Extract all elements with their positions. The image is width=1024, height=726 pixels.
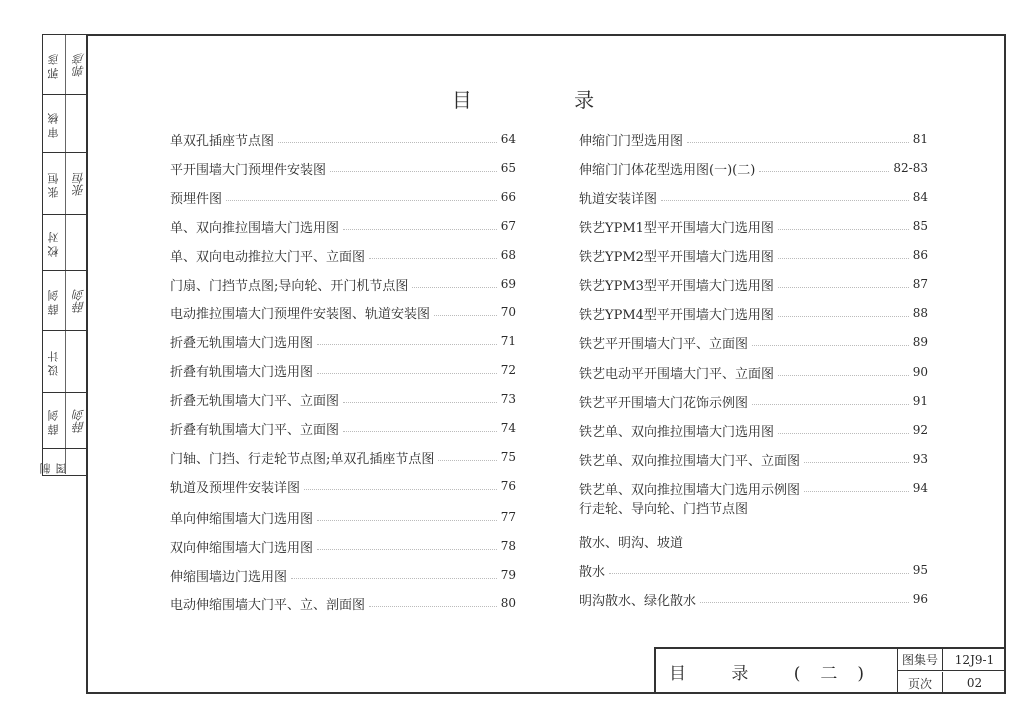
dot-leader <box>343 431 497 432</box>
toc-entry-title: 铁艺YPM3型平开围墙大门选用图 <box>579 278 774 294</box>
toc-entry-page: 74 <box>500 421 516 435</box>
dot-leader <box>434 315 497 316</box>
toc-entry-title: 伸缩门门型选用图 <box>579 133 684 149</box>
toc-entry-page: 67 <box>500 219 516 233</box>
title-block-atlas-row <box>898 649 1006 671</box>
dot-leader <box>700 602 909 603</box>
dot-leader <box>291 578 497 579</box>
toc-entry-title: 明沟散水、绿化散水 <box>579 593 697 609</box>
signature-role: 薛剑 <box>47 286 60 315</box>
toc-entry <box>170 303 516 321</box>
dot-leader <box>687 142 909 143</box>
toc-entry-page: 72 <box>500 363 516 377</box>
toc-entry-title: 铁艺YPM2型平开围墙大门选用图 <box>579 249 774 265</box>
toc-entry <box>579 590 928 608</box>
toc-entry-page: 71 <box>500 334 516 348</box>
page-value: 02 <box>966 676 983 690</box>
toc-entry <box>170 594 516 612</box>
signature-role-area <box>43 331 65 392</box>
signature-role-area <box>43 271 65 330</box>
toc-entry <box>170 419 516 437</box>
dot-leader <box>369 606 497 607</box>
toc-entry-page: 89 <box>912 335 928 349</box>
signature-cell <box>43 393 87 449</box>
toc-entry-page: 68 <box>500 248 516 262</box>
dot-leader <box>778 287 909 288</box>
toc-entry-page: 94 <box>912 481 928 495</box>
toc-entry <box>170 159 516 177</box>
dot-leader <box>752 404 909 405</box>
toc-entry-title: 轨道及预埋件安装详图 <box>170 480 301 496</box>
dot-leader <box>778 316 909 317</box>
toc-entry-page: 90 <box>912 365 928 379</box>
toc-entry-page: 66 <box>500 190 516 204</box>
handwritten-signature: 薛剑 <box>71 408 86 433</box>
toc-entry <box>579 421 928 439</box>
toc-entry-page: 78 <box>500 539 516 553</box>
page-title: 目 录 <box>451 88 643 112</box>
toc-entry-title: 折叠有轨围墙大门选用图 <box>170 364 314 380</box>
dot-leader <box>438 460 496 461</box>
toc-entry-title: 折叠无轨围墙大门选用图 <box>170 335 314 351</box>
toc-entry-title: 伸缩围墙边门选用图 <box>170 569 288 585</box>
dot-leader <box>278 142 497 143</box>
dot-leader <box>804 491 909 492</box>
dot-leader <box>752 345 909 346</box>
dot-leader <box>304 489 497 490</box>
toc-entry-title: 单向伸缩围墙大门选用图 <box>170 511 314 527</box>
toc-entry-page: 75 <box>500 450 516 464</box>
title-block-name: 目 录 (二) <box>656 649 898 694</box>
toc-entry-page: 77 <box>500 510 516 524</box>
toc-entry-page: 65 <box>500 161 516 175</box>
toc-entry <box>170 246 516 264</box>
toc-entry <box>170 275 516 293</box>
toc-entry <box>170 361 516 379</box>
toc-entry <box>170 130 516 148</box>
dot-leader <box>330 171 497 172</box>
toc-entry <box>170 508 516 526</box>
dot-leader <box>226 200 497 201</box>
toc-entry <box>579 188 928 206</box>
toc-entry-title: 电动伸缩围墙大门平、立、剖面图 <box>170 597 366 613</box>
toc-entry-title: 预埋件图 <box>170 191 223 207</box>
toc-entry-page: 79 <box>500 568 516 582</box>
dot-leader <box>317 373 497 374</box>
toc-entry-title: 铁艺单、双向推拉围墙大门平、立面图 <box>579 453 801 469</box>
toc-entry <box>170 448 516 466</box>
toc-entry-page: 85 <box>912 219 928 233</box>
toc-entry-page: 87 <box>912 277 928 291</box>
handwritten-signature: 郭彦 <box>71 52 86 77</box>
toc-entry <box>579 392 928 410</box>
toc-entry-title: 轨道安装详图 <box>579 191 658 207</box>
toc-entry-page: 91 <box>912 394 928 408</box>
toc-entry <box>579 130 928 148</box>
toc-entry-page: 69 <box>500 277 516 291</box>
atlas-value: 12J9-1 <box>954 652 995 667</box>
signature-role: 张恒 <box>47 169 60 198</box>
title-block-page-row <box>898 672 1006 694</box>
toc-entry-title: 伸缩门门体花型选用图(一)(二) <box>579 162 756 178</box>
toc-entry <box>579 217 928 235</box>
dot-leader <box>661 200 909 201</box>
toc-entry-title: 铁艺YPM4型平开围墙大门选用图 <box>579 307 774 323</box>
toc-entry-page: 76 <box>500 479 516 493</box>
dot-leader <box>343 229 497 230</box>
toc-entry-title: 折叠无轨围墙大门平、立面图 <box>170 393 340 409</box>
toc-entry-page: 93 <box>912 452 928 466</box>
signature-role: 校对 <box>47 228 60 257</box>
toc-entry-title: 电动推拉围墙大门预埋件安装图、轨道安装图 <box>170 306 431 322</box>
dot-leader <box>778 375 909 376</box>
signature-role: 薛剑 <box>47 406 60 435</box>
toc-entry-title: 平开围墙大门预埋件安装图 <box>170 162 327 178</box>
toc-entry <box>579 479 928 497</box>
toc-entry <box>579 498 928 516</box>
signature-cell <box>43 153 87 215</box>
toc-entry-page: 81 <box>912 132 928 146</box>
toc-entry-page: 92 <box>912 423 928 437</box>
toc-entry-title: 行走轮、导向轮、门挡节点图 <box>579 501 749 517</box>
page-label: 页次 <box>898 672 943 694</box>
toc-entry-title: 单、双向推拉围墙大门选用图 <box>170 220 340 236</box>
toc-entry-title: 单双孔插座节点图 <box>170 133 275 149</box>
dot-leader <box>759 171 889 172</box>
signature-cell <box>43 215 87 271</box>
toc-entry <box>170 566 516 584</box>
handwritten-signature: 张恒 <box>71 171 86 196</box>
toc-entry-page: 64 <box>500 132 516 146</box>
toc-entry-title: 双向伸缩围墙大门选用图 <box>170 540 314 556</box>
toc-entry-page: 88 <box>912 306 928 320</box>
toc-entry-title: 铁艺平开围墙大门平、立面图 <box>579 336 749 352</box>
toc-entry-title: 铁艺单、双向推拉围墙大门选用示例图 <box>579 482 801 498</box>
dot-leader <box>412 287 496 288</box>
dot-leader <box>804 462 909 463</box>
dot-leader <box>778 258 909 259</box>
toc-entry-page: 70 <box>500 305 516 319</box>
signature-role: 制图 <box>39 460 68 474</box>
toc-entry-page: 73 <box>500 392 516 406</box>
dot-leader <box>343 402 497 403</box>
toc-entry-page: 96 <box>912 592 928 606</box>
toc-entry <box>170 332 516 350</box>
toc-entry <box>170 477 516 495</box>
toc-entry-page: 86 <box>912 248 928 262</box>
toc-entry-title: 折叠有轨围墙大门平、立面图 <box>170 422 340 438</box>
toc-entry-title: 散水 <box>579 564 606 580</box>
dot-leader <box>609 573 909 574</box>
toc-entry-title: 门扇、门挡节点图;导向轮、开门机节点图 <box>170 278 409 294</box>
toc-entry <box>579 450 928 468</box>
toc-entry-page: 84 <box>912 190 928 204</box>
toc-entry <box>579 561 928 579</box>
toc-entry <box>579 304 928 322</box>
dot-leader <box>778 229 909 230</box>
atlas-label: 图集号 <box>898 649 943 670</box>
toc-entry-title: 散水、明沟、坡道 <box>579 535 684 551</box>
toc-entry <box>579 246 928 264</box>
toc-entry <box>170 537 516 555</box>
dot-leader <box>317 344 497 345</box>
dot-leader <box>317 549 497 550</box>
signature-role-area <box>43 393 65 448</box>
toc-entry <box>170 217 516 235</box>
handwritten-signature: 薛剑 <box>71 288 86 313</box>
toc-entry <box>579 159 928 177</box>
title-block <box>654 647 1006 694</box>
dot-leader <box>317 520 497 521</box>
toc-entry-title: 铁艺单、双向推拉围墙大门选用图 <box>579 424 775 440</box>
toc-entry <box>579 532 928 550</box>
signature-role: 设计 <box>47 347 60 376</box>
toc-entry-title: 铁艺YPM1型平开围墙大门选用图 <box>579 220 774 236</box>
toc-entry <box>579 363 928 381</box>
signature-role-area <box>39 449 68 474</box>
toc-entry <box>170 390 516 408</box>
toc-entry-title: 铁艺电动平开围墙大门平、立面图 <box>579 366 775 382</box>
signature-role: 郭彦 <box>47 50 60 79</box>
signature-role: 审核 <box>47 109 60 138</box>
toc-entry-title: 门轴、门挡、行走轮节点图;单双孔插座节点图 <box>170 451 435 467</box>
toc-entry-page: 95 <box>912 563 928 577</box>
toc-entry-page: 80 <box>500 596 516 610</box>
signature-cell <box>39 449 87 474</box>
dot-leader <box>778 433 909 434</box>
toc-entry <box>170 188 516 206</box>
toc-entry-page: 82-83 <box>893 161 928 175</box>
signature-cell <box>43 331 87 393</box>
toc-entry-title: 单、双向电动推拉大门平、立面图 <box>170 249 366 265</box>
signature-role-area <box>43 215 65 270</box>
toc-entry <box>579 275 928 293</box>
dot-leader <box>369 258 497 259</box>
toc-entry-title: 铁艺平开围墙大门花饰示例图 <box>579 395 749 411</box>
signature-cell <box>43 271 87 331</box>
signature-role-area <box>43 153 65 214</box>
toc-entry <box>579 333 928 351</box>
